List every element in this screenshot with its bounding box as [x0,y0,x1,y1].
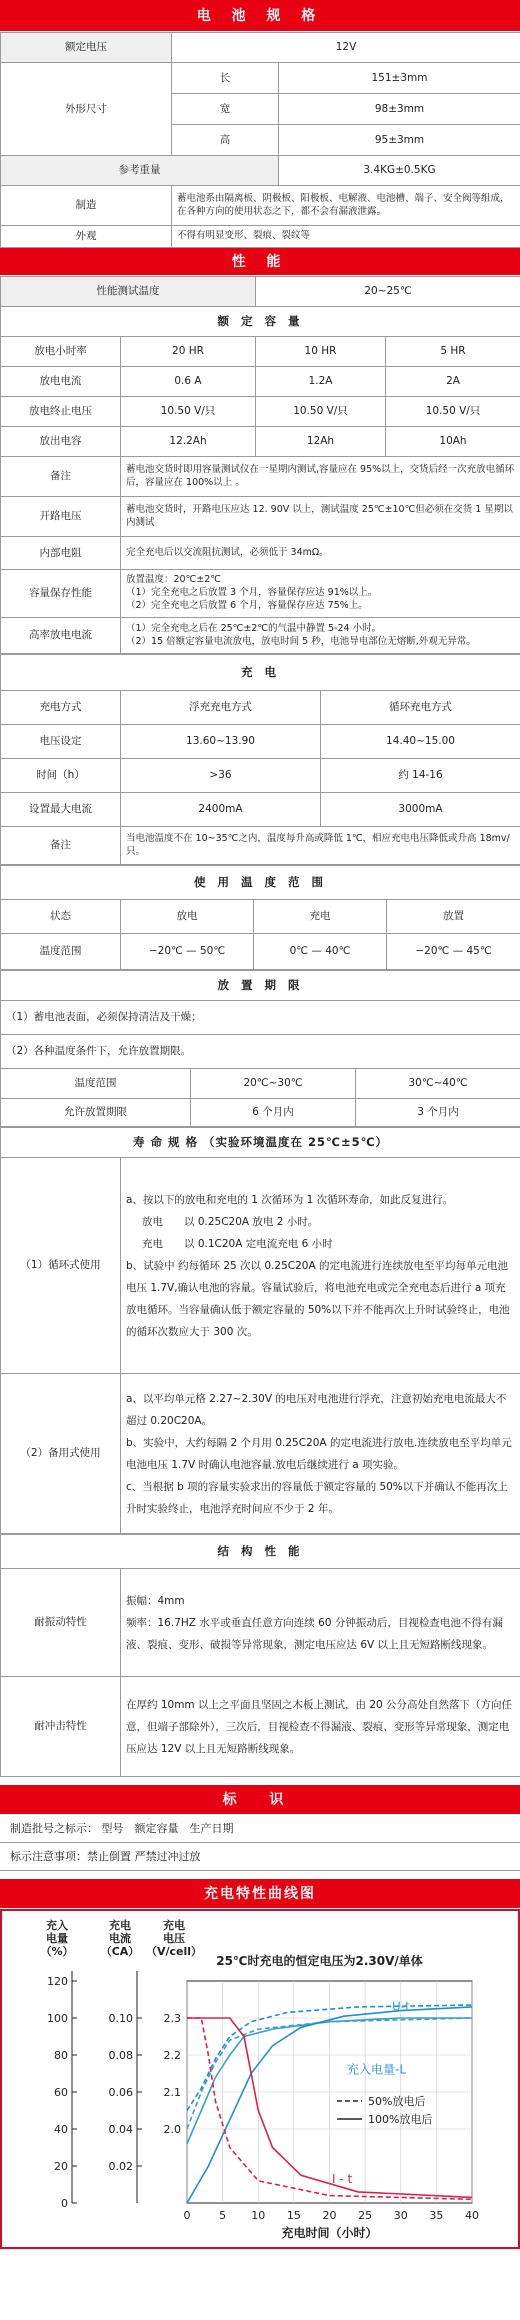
struct-title: 结 构 性 能 [1,1535,520,1569]
capacity-tick-label: 40 [54,2123,68,2136]
dim-value: 95±3mm [279,125,520,156]
spec-value: 不得有明显变形、裂痕、裂纹等 [172,226,520,248]
storage-label: 温度范围 [1,1069,191,1099]
cap-value: 10.50 V/只 [121,397,256,427]
cap-label: 放电终止电压 [1,397,121,427]
series-label-ut: U-t [392,1999,410,2014]
usage-header: 状态 [1,900,121,934]
charge-header: 浮充充电方式 [121,691,321,725]
temp-value: 20~25℃ [256,277,520,307]
x-tick-label: 0 [183,2209,191,2222]
capacity-title: 额 定 容 量 [1,307,520,337]
vib-text: 振幅：4mm 频率：16.7HZ 水平或垂直任意方向连续 60 分钟振动后，目视检查电池不得有漏液、裂痕、变形、破损等异常现象，测定电压应达 6V 以上且无短路断线现象。 [121,1569,520,1677]
dim-key: 长 [172,63,279,94]
usage-header: 放电 [121,900,254,934]
series-label-it: I - t [332,2172,353,2186]
usage-value: 温度范围 [1,934,121,970]
mark-line: 标示注意事项：禁止倒置 严禁过冲过放 [0,1843,520,1871]
cap-value: 10.50 V/只 [386,397,520,427]
dim-value: 151±3mm [279,63,520,94]
spec-label: 外形尺寸 [1,63,172,156]
cap-label: 放出电容 [1,427,121,457]
x-tick-label: 40 [465,2209,479,2222]
storage-line: （2）各种温度条件下，允许放置期限。 [1,1035,520,1069]
voltage-tick-label: 2.3 [163,2012,181,2025]
spec-table [0,32,520,248]
cycle-label: （1）循环式使用 [1,1158,121,1374]
mark-header: 标 识 [0,1785,520,1815]
note-label: 备注 [1,457,121,497]
axis-unit: （V/cell） [145,1945,203,1958]
storage-value: 3 个月内 [356,1099,520,1127]
imp-text: 在厚约 10mm 以上之平面且坚固之木板上测试，由 20 公分高处自然落下（方向任意，但端子部除外），三次后，目视检查不得漏液、裂痕、变形等异常现象，测定电压应达 12V 以上且无短路断线现象。 [121,1677,520,1777]
legend-label: 100%放电后 [368,2113,433,2126]
dim-key: 高 [172,125,279,156]
cap-value: 1.2A [256,367,386,397]
note-label: 内部电阻 [1,537,121,570]
axis-heading: 充电 [109,1919,131,1932]
charge-curve-chart [2,1911,518,2247]
spec-value: 蓄电池系由隔离板、阴极板、阳极板、电解液、电池槽、端子、安全阀等组成，在各种方向的使用状态之下，都不会有漏液泄露。 [172,186,520,226]
x-tick-label: 15 [286,2209,301,2222]
x-axis-label: 充电时间（小时） [281,2226,378,2240]
x-tick-label: 20 [322,2209,337,2222]
spec-value: 12V [172,33,520,63]
charge-note-label: 备注 [1,827,121,865]
note-text: 蓄电池交货时即用容量测试仪在一星期内测试,容量应在 95%以上，交货后经一次充放电循环后，容量应在 100%以上 。 [121,457,520,497]
x-tick-label: 5 [219,2209,227,2222]
charge-value: 2400mA [121,793,321,827]
capacity-tick-label: 120 [47,1975,68,1988]
current-tick-label: 0.02 [108,2160,133,2173]
voltage-tick-label: 2.0 [163,2123,181,2136]
charge-table [0,654,520,865]
capacity-tick-label: 0 [61,2197,68,2210]
storage-value: 30℃~40℃ [356,1069,520,1099]
cap-label: 放电电流 [1,367,121,397]
cap-label: 放电小时率 [1,337,121,367]
mark-line: 制造批号之标示： 型号 额定容量 生产日期 [0,1815,520,1843]
cap-value: 10Ah [386,427,520,457]
note-text: （1）完全充电之后在 25℃±2℃的气温中静置 5-24 小时。 （2）15 倍额定容量电流放电，放电时间 5 秒，电池导电部位无熔断,外观无异常。 [121,618,520,654]
axis-heading: 电量 [46,1932,68,1945]
cap-value: 12.2Ah [121,427,256,457]
axis-heading: 充入 [46,1919,68,1932]
storage-label: 允许放置期限 [1,1099,191,1127]
axis-heading: 电流 [109,1932,131,1945]
spec-header: 电 池 规 格 [0,0,520,32]
dim-value: 98±3mm [279,94,520,125]
usage-header: 放置 [387,900,520,934]
cap-value: 10.50 V/只 [256,397,386,427]
vib-label: 耐振动特性 [1,1569,121,1677]
axis-unit: （%） [40,1945,74,1958]
charge-value: 14.40~15.00 [321,725,520,759]
charge-header: 充电方式 [1,691,121,725]
capacity-tick-label: 60 [54,2086,68,2099]
capacity-tick-label: 20 [54,2160,68,2173]
charge-value: >36 [121,759,321,793]
note-label: 容量保存性能 [1,570,121,618]
x-tick-label: 25 [358,2209,373,2222]
axis-unit: （CA） [100,1945,140,1958]
struct-table [0,1534,520,1777]
spec-label: 额定电压 [1,33,172,63]
usage-title: 使 用 温 度 范 围 [1,866,520,900]
note-label: 高率放电电流 [1,618,121,654]
charge-note: 当电池温度不在 10~35℃之内，温度每升高或降低 1℃，相应充电电压降低或升高 18mv/只。 [121,827,520,865]
x-tick-label: 30 [393,2209,408,2222]
cap-value: 10 HR [256,337,386,367]
chart-header: 充电特性曲线图 [0,1879,520,1909]
charge-label: 时间（h） [1,759,121,793]
chart-frame [0,1909,520,2249]
charge-header: 循环充电方式 [321,691,520,725]
charge-label: 电压设定 [1,725,121,759]
usage-value: −20℃ — 45℃ [387,934,520,970]
cap-value: 20 HR [121,337,256,367]
usage-header: 充电 [254,900,387,934]
current-tick-label: 0.04 [108,2123,133,2136]
current-tick-label: 0.08 [108,2049,133,2062]
spec-label: 外观 [1,226,172,248]
cap-value: 12Ah [256,427,386,457]
dim-key: 宽 [172,94,279,125]
spec-label: 制造 [1,186,172,226]
charge-title: 充 电 [1,655,520,691]
charge-label: 设置最大电流 [1,793,121,827]
charge-value: 约 14-16 [321,759,520,793]
note-text: 放置温度：20℃±2℃ （1）完全充电之后放置 3 个月，容量保存应达 91%以上。 （2）完全充电之后放置 6 个月，容量保存应达 75%上。 [121,570,520,618]
perf-header: 性 能 [0,248,520,276]
charge-value: 3000mA [321,793,520,827]
chart-title: 25℃时充电的恒定电压为2.30V/单体 [216,1954,423,1968]
temp-label: 性能测试温度 [1,277,256,307]
charge-value: 13.60~13.90 [121,725,321,759]
capacity-tick-label: 80 [54,2049,68,2062]
standby-text: a、以平均单元格 2.27~2.30V 的电压对电池进行浮充，注意初始充电电流最大不超过 0.20C20A。 b、实验中，大约每隔 2 个月用 0.25C20A 的定电流进行放电.连续放电至平均单元电池电压 1.7V 时确认电池容量.放电后继续进行 a 项实验。 c、当根据 b 项的容量实验求出的容量低于额定容量的 50%以下并确认不能再次上升时实验终止，电池浮充时间应不少于 2 年。 [121,1374,520,1534]
life-table [0,1127,520,1534]
cap-value: 0.6 A [121,367,256,397]
axis-heading: 充电 [163,1919,185,1932]
current-tick-label: 0.06 [108,2086,133,2099]
perf-table [0,276,520,654]
usage-value: 0℃ — 40℃ [254,934,387,970]
cycle-text: a、按以下的放电和充电的 1 次循环为 1 次循环寿命，如此反复进行。 放电 以 0.25C20A 放电 2 小时。 充电 以 0.1C20A 定电流充电 6 小时 b、试验中 约每循环 25 次以 0.25C20A 的定电流进行连续放电至平均每单元电池电压 1.7V,确认电池的容量。容量试验后，将电池充电或完全充电态后进行 a 项充放电循环。当容量确认低于额定容量的 50%以下并不能再次上升时试验终止，电池的循环次数应大于 300 次。 [121,1158,520,1374]
axis-heading: 电压 [163,1932,185,1945]
x-tick-label: 35 [429,2209,444,2222]
voltage-tick-label: 2.1 [163,2086,181,2099]
legend-label: 50%放电后 [368,2095,426,2108]
current-tick-label: 0.10 [108,2012,133,2025]
x-tick-label: 10 [251,2209,266,2222]
note-label: 开路电压 [1,497,121,537]
series-label-capacity: 充入电量-L [347,2062,407,2077]
note-text: 蓄电池交货时，开路电压应达 12. 90V 以上，测试温度 25℃±10℃但必须在交货 1 星期以内测试 [121,497,520,537]
usage-table [0,865,520,970]
cap-value: 2A [386,367,520,397]
storage-table [0,970,520,1127]
life-title: 寿 命 规 格 （实验环境温度在 25℃±5℃） [1,1128,520,1158]
storage-value: 20℃~30℃ [191,1069,356,1099]
spec-value: 3.4KG±0.5KG [279,156,520,186]
voltage-tick-label: 2.2 [163,2049,181,2062]
imp-label: 耐冲击特性 [1,1677,121,1777]
storage-value: 6 个月内 [191,1099,356,1127]
note-text: 完全充电后以交流阻抗测试，必须低于 34mΩ。 [121,537,520,570]
usage-value: −20℃ — 50℃ [121,934,254,970]
storage-line: （1）蓄电池表面，必须保持清洁及干燥； [1,1001,520,1035]
spec-label: 参考重量 [1,156,279,186]
storage-title: 放 置 期 限 [1,971,520,1001]
standby-label: （2）备用式使用 [1,1374,121,1534]
cap-value: 5 HR [386,337,520,367]
capacity-tick-label: 100 [47,2012,68,2025]
